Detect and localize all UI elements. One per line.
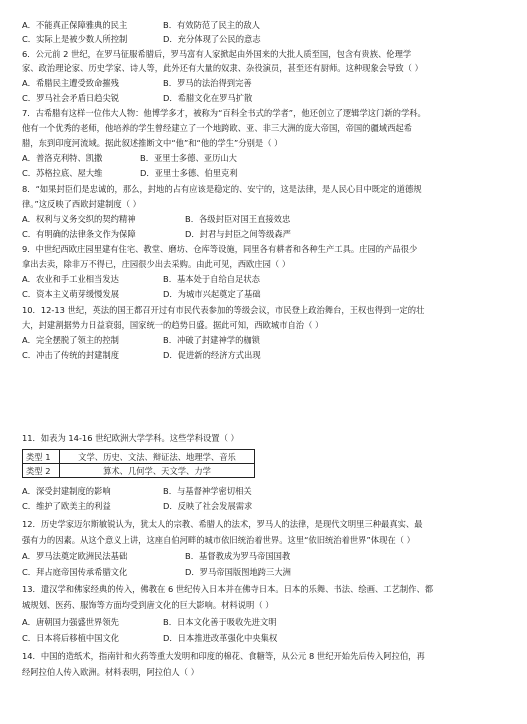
q7-option-d: D．亚里士多德、伯里克利 <box>140 168 238 178</box>
q14-stem-line-1: 14．中国的造纸术，指南针和火药等重大发明和印度的棉花、食糖等，从公元 8 世纪开始先后传入阿拉伯，再 <box>22 651 425 661</box>
table-cell-subjects: 文学、历史、文法、辩证法、地理学、音乐 <box>60 450 255 464</box>
q11-option-b: B．与基督神学密切相关 <box>163 486 252 496</box>
q10-option-b: B．冲破了封建神学的枷锁 <box>163 335 260 345</box>
q13-option-d: D．日本推进改革强化中央集权 <box>163 633 278 643</box>
q12-option-d: D．罗马帝国版图地跨三大洲 <box>185 567 291 577</box>
q9-option-b: B．基本处于自给自足状态 <box>163 274 260 284</box>
q8-option-b: B．各级封臣对国王直接效忠 <box>185 214 291 224</box>
q12-option-b: B．基督教成为罗马帝国国教 <box>185 551 291 561</box>
q12-stem-line-2: 强有力的因素。从这个意义上讲，这座自伯河畔的城市依旧统治着世界。这里“依旧统治着世界”体现在（ ） <box>22 535 415 545</box>
q8-option-c: C．有明确的法律条文作为保障 <box>22 229 136 239</box>
q13-option-b: B．日本文化善于吸收先进文明 <box>163 617 277 627</box>
q6-stem-line-1: 6．公元前 2 世纪，在罗马征服希腊后，罗马富有人家掀起由外国来的大批人质至国，包含有贵族、伦理学 <box>22 49 412 59</box>
q6-option-d: D．希腊文化在罗马扩散 <box>163 93 253 103</box>
q7-stem-line-1: 7．古希腊有这样一位伟大人物：他博学多才，被称为“百科全书式的学者”，他还创立了逻辑学这门新的学科。 <box>22 108 426 118</box>
table-cell-type: 类型 2 <box>23 464 60 478</box>
table-row <box>23 450 255 464</box>
q9-option-d: D．为城市兴起奠定了基础 <box>163 289 261 299</box>
q7-option-a: A．普洛克利特、凯撒 <box>22 153 103 163</box>
q8-option-d: D．封君与封臣之间等级森严 <box>185 229 291 239</box>
q5-option-b: B．有效防范了民主的敌人 <box>163 20 260 30</box>
q10-option-a: A．完全摆脱了领主的控制 <box>22 335 119 345</box>
q11-option-d: D．反映了社会发展需求 <box>163 501 253 511</box>
q8-option-a: A．权利与义务交织的契约精神 <box>22 214 136 224</box>
table-cell-subjects: 算术、几何学、天文学、力学 <box>60 464 255 478</box>
q10-option-d: D．促进新的经济方式出现 <box>163 350 261 360</box>
q14-stem-line-2: 经阿拉伯人传入欧洲。材料表明，阿拉伯人（ ） <box>22 667 199 677</box>
q9-stem-line-1: 9．中世纪西欧庄园里建有住宅、教堂、磨坊、仓库等设施，同里各有耕者和各种生产工具。庄园的产品很少 <box>22 244 418 254</box>
q9-option-c: C．资本主义萌芽缓慢发展 <box>22 289 120 299</box>
q6-option-b: B．罗马的法治得到完善 <box>163 78 252 88</box>
q13-stem-line-1: 13．遣汉学和佛家经典的传入，佛教在 6 世纪传入日本并在佛寺日本。日本的乐舞、书法、绘画、工艺制作、都 <box>22 584 434 594</box>
q12-option-c: C．拜占庭帝国传承希腊文化 <box>22 567 128 577</box>
q10-stem-line-2: 大，封建割据势力日益衰弱，国家统一的趋势日盛。据此可知，西欧城市自治（ ） <box>22 320 324 330</box>
q5-option-a: A．不能真正保障雅典的民主 <box>22 20 128 30</box>
table-row <box>23 464 255 478</box>
q7-stem-line-2: 他有一个优秀的老师，他培养的学生曾经建立了一个地跨欧、亚、非三大洲的庞大帝国，帝国的疆域西起希 <box>22 123 412 133</box>
q12-option-a: A．罗马法奠定欧洲民法基础 <box>22 551 128 561</box>
q9-option-a: A．农业和手工业相当发达 <box>22 274 119 284</box>
q8-stem-line-2: 律。”这反映了西欧封建制度（ ） <box>22 199 141 209</box>
q11-option-c: C．维护了欧美主的利益 <box>22 501 111 511</box>
q10-stem-line-1: 10．12-13 世纪，英法的国王都召开过有市民代表参加的等级会议，市民登上政治舞台，王权也得到一定的壮 <box>22 305 425 315</box>
q8-stem-line-1: 8．“如果封臣们是忠诚的，那么，封地的占有应该是稳定的、安宁的，这是法律，是人民心目中既定的道德规 <box>22 184 422 194</box>
q13-stem-line-2: 城规划、医药、服饰等方面均受到唐文化的巨大影响。材料说明（ ） <box>22 600 274 610</box>
q6-option-c: C．罗马社会矛盾日趋尖锐 <box>22 93 120 103</box>
table-cell-type: 类型 1 <box>23 450 60 464</box>
q13-option-c: C．日本将后移植中国文化 <box>22 633 120 643</box>
q6-option-a: A．希腊民主遭受致命摧残 <box>22 78 119 88</box>
q11-stem: 11．如表为 14-16 世纪欧洲大学学科。这些学科设置（ ） <box>22 433 239 443</box>
q7-option-c: C．苏格拉底、屋大维 <box>22 168 103 178</box>
q9-stem-line-2: 拿出去卖，除非万不得已，庄园很少出去采购。由此可见，西欧庄园（ ） <box>22 259 291 269</box>
q5-option-c: C．实际上是被少数人所控制 <box>22 34 128 44</box>
q5-option-d: D．充分体现了公民的意志 <box>163 34 261 44</box>
q12-stem-line-1: 12．历史学家迈尔斯敏锐认为，犹太人的宗教、希腊人的法术，罗马人的法律，是现代文明里三种最真实、最 <box>22 519 423 529</box>
q11-subjects-table <box>22 449 255 478</box>
q7-option-b: B．亚里士多德、亚历山大 <box>140 153 237 163</box>
q11-option-a: A．深受封建制度的影响 <box>22 486 111 496</box>
q6-stem-line-2: 家、政治理论家、历史学家、诗人等，此外还有大量的奴隶、杂役演员，甚至还有厨师。这种现象会导致（ ） <box>22 63 423 73</box>
q13-option-a: A．唐朝国力强盛世界领先 <box>22 617 119 627</box>
q7-stem-line-3: 腊，东到印度河流域。据此叙述推断文中“他”和“他的学生”分别是（ ） <box>22 138 283 148</box>
q10-option-c: C．冲击了传统的封建制度 <box>22 350 120 360</box>
